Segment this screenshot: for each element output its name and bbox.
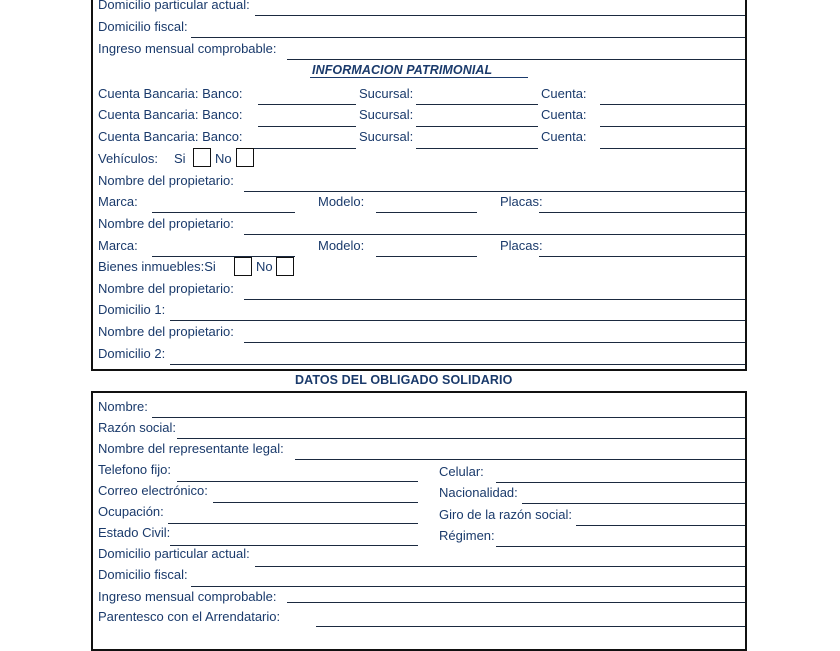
- nacionalidad-field[interactable]: [522, 503, 745, 504]
- bienes-no-checkbox[interactable]: [276, 257, 294, 276]
- sucursal-field[interactable]: [416, 126, 538, 127]
- domicilio-fiscal-label: Domicilio fiscal:: [98, 19, 188, 34]
- celular-label: Celular:: [439, 464, 484, 479]
- propietario-field[interactable]: [244, 299, 745, 300]
- sucursal-label: Sucursal:: [359, 86, 414, 101]
- sucursal-label: Sucursal:: [359, 107, 414, 122]
- propietario-field[interactable]: [244, 191, 745, 192]
- domicilio-fiscal-label: Domicilio fiscal:: [98, 567, 188, 582]
- placas-field[interactable]: [539, 256, 745, 257]
- modelo-label: Modelo:: [318, 238, 365, 253]
- nombre-field[interactable]: [152, 417, 745, 418]
- regimen-field[interactable]: [496, 546, 745, 547]
- vehiculos-si-label: Si: [174, 151, 186, 166]
- banco-field[interactable]: [258, 104, 356, 105]
- cuenta-bancaria-label: Cuenta Bancaria: Banco:: [98, 107, 243, 122]
- domicilio-1-label: Domicilio 1:: [98, 302, 166, 317]
- banco-field[interactable]: [245, 148, 356, 149]
- sucursal-label: Sucursal:: [359, 129, 414, 144]
- heading-underline: [310, 77, 528, 78]
- marca-field[interactable]: [152, 212, 295, 213]
- domicilio-particular-label: Domicilio particular actual:: [98, 0, 250, 12]
- domicilio-particular-field[interactable]: [255, 566, 745, 567]
- cuenta-field[interactable]: [600, 126, 745, 127]
- vehiculos-no-checkbox[interactable]: [236, 148, 254, 167]
- telefono-label: Telefono fijo:: [98, 462, 171, 477]
- telefono-field[interactable]: [177, 481, 418, 482]
- cuenta-label: Cuenta:: [541, 86, 587, 101]
- propietario-field[interactable]: [244, 234, 745, 235]
- obligado-solidario-heading: DATOS DEL OBLIGADO SOLIDARIO: [295, 373, 513, 387]
- modelo-field[interactable]: [376, 256, 477, 257]
- modelo-label: Modelo:: [318, 194, 365, 209]
- marca-label: Marca:: [98, 238, 138, 253]
- cuenta-label: Cuenta:: [541, 107, 587, 122]
- vehiculos-no-label: No: [215, 151, 232, 166]
- sucursal-field[interactable]: [416, 148, 538, 149]
- propietario-label: Nombre del propietario:: [98, 281, 234, 296]
- bienes-si-checkbox[interactable]: [234, 257, 252, 276]
- cuenta-label: Cuenta:: [541, 129, 587, 144]
- domicilio-fiscal-field[interactable]: [191, 586, 745, 587]
- ingreso-mensual-field[interactable]: [287, 602, 745, 603]
- razon-social-field[interactable]: [177, 438, 745, 439]
- vehiculos-label: Vehículos:: [98, 151, 158, 166]
- domicilio-2-label: Domicilio 2:: [98, 346, 166, 361]
- regimen-label: Régimen:: [439, 528, 495, 543]
- bienes-no-label: No: [256, 259, 273, 274]
- ingreso-mensual-field[interactable]: [287, 59, 745, 60]
- banco-field[interactable]: [258, 126, 356, 127]
- bienes-inmuebles-label: Bienes inmuebles:Si: [98, 259, 216, 274]
- domicilio-particular-label: Domicilio particular actual:: [98, 546, 250, 561]
- representante-label: Nombre del representante legal:: [98, 441, 284, 456]
- cuenta-field[interactable]: [600, 148, 745, 149]
- ocupacion-label: Ocupación:: [98, 504, 164, 519]
- cuenta-field[interactable]: [600, 104, 745, 105]
- placas-label: Placas:: [500, 194, 543, 209]
- nombre-label: Nombre:: [98, 399, 148, 414]
- propietario-field[interactable]: [244, 342, 745, 343]
- sucursal-field[interactable]: [416, 104, 538, 105]
- marca-label: Marca:: [98, 194, 138, 209]
- informacion-patrimonial-heading: INFORMACION PATRIMONIAL: [312, 63, 493, 77]
- giro-label: Giro de la razón social:: [439, 507, 572, 522]
- propietario-label: Nombre del propietario:: [98, 216, 234, 231]
- representante-field[interactable]: [295, 459, 745, 460]
- razon-social-label: Razón social:: [98, 420, 177, 435]
- correo-label: Correo electrónico:: [98, 483, 208, 498]
- propietario-label: Nombre del propietario:: [98, 173, 234, 188]
- nacionalidad-label: Nacionalidad:: [439, 485, 518, 500]
- domicilio-2-field[interactable]: [170, 364, 745, 365]
- domicilio-fiscal-field[interactable]: [191, 37, 745, 38]
- ingreso-mensual-label: Ingreso mensual comprobable:: [98, 589, 277, 604]
- giro-field[interactable]: [576, 525, 745, 526]
- propietario-label: Nombre del propietario:: [98, 324, 234, 339]
- parentesco-field[interactable]: [316, 626, 745, 627]
- vehiculos-si-checkbox[interactable]: [193, 148, 211, 167]
- ocupacion-field[interactable]: [168, 523, 418, 524]
- placas-field[interactable]: [539, 212, 745, 213]
- cuenta-bancaria-label: Cuenta Bancaria: Banco:: [98, 129, 243, 144]
- modelo-field[interactable]: [376, 212, 477, 213]
- ingreso-mensual-label: Ingreso mensual comprobable:: [98, 41, 277, 56]
- domicilio-1-field[interactable]: [170, 320, 745, 321]
- parentesco-label: Parentesco con el Arrendatario:: [98, 609, 281, 624]
- celular-field[interactable]: [496, 482, 745, 483]
- correo-field[interactable]: [213, 502, 418, 503]
- cuenta-bancaria-label: Cuenta Bancaria: Banco:: [98, 86, 243, 101]
- estado-civil-label: Estado Civil:: [98, 525, 171, 540]
- placas-label: Placas:: [500, 238, 543, 253]
- domicilio-particular-field[interactable]: [255, 15, 745, 16]
- marca-field[interactable]: [152, 256, 295, 257]
